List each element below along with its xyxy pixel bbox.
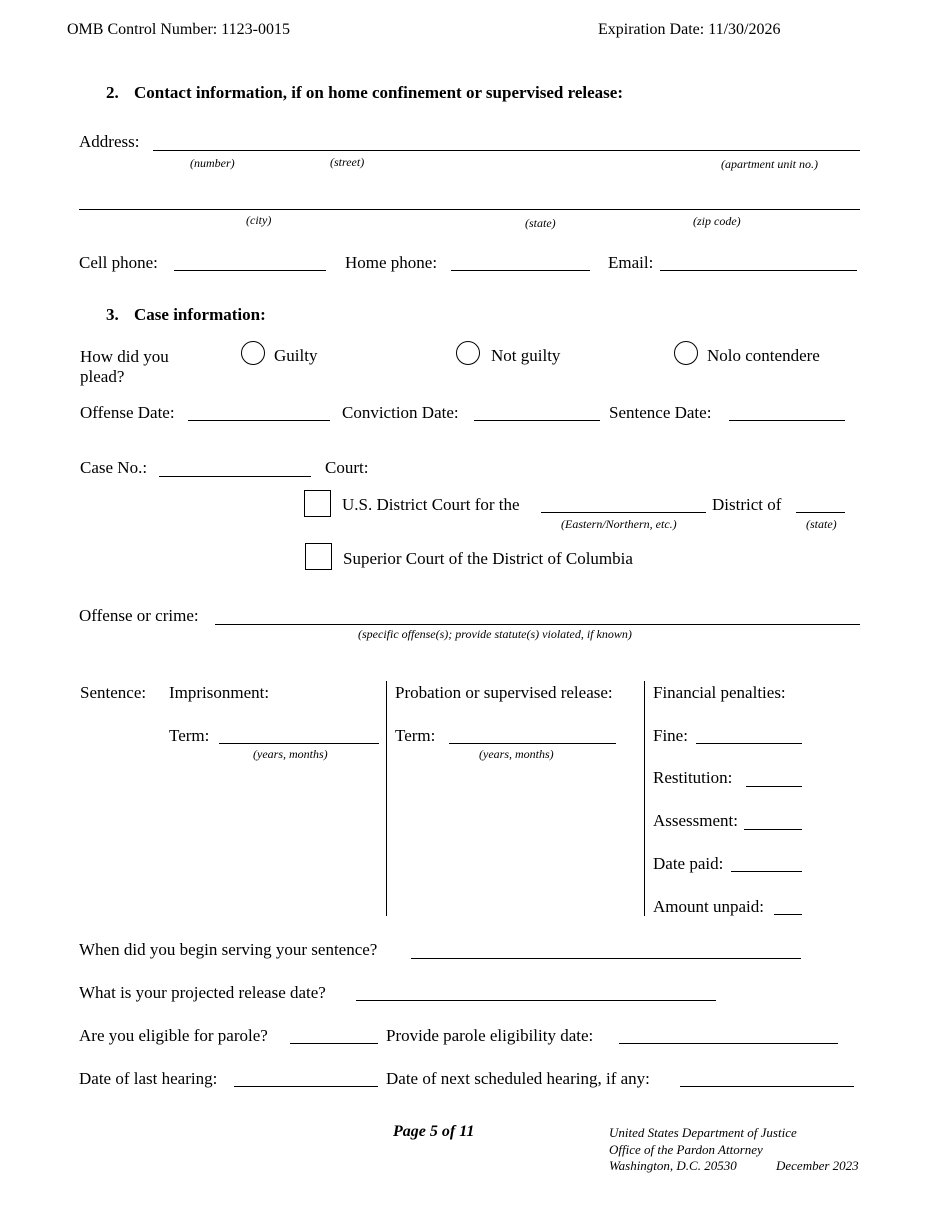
address-city-caption: (city) bbox=[246, 213, 272, 227]
release-date-field[interactable] bbox=[356, 1000, 716, 1001]
section-3-number: 3. bbox=[106, 305, 119, 324]
superior-court-label: Superior Court of the District of Columbia bbox=[343, 549, 633, 568]
parole-date-label: Provide parole eligibility date: bbox=[386, 1026, 594, 1045]
footer-city: Washington, D.C. 20530 bbox=[609, 1158, 737, 1173]
fine-field[interactable] bbox=[696, 743, 802, 744]
offense-crime-field[interactable] bbox=[215, 624, 860, 625]
release-date-label: What is your projected release date? bbox=[79, 983, 326, 1002]
home-phone-label: Home phone: bbox=[345, 253, 438, 272]
address-line-1-field[interactable] bbox=[153, 150, 860, 151]
email-label: Email: bbox=[608, 253, 654, 272]
district-state-field[interactable] bbox=[796, 512, 845, 513]
court-label: Court: bbox=[325, 458, 369, 477]
section-2-title: Contact information, if on home confinement or supervised release: bbox=[134, 83, 624, 102]
begin-serving-field[interactable] bbox=[411, 958, 801, 959]
parole-date-field[interactable] bbox=[619, 1043, 838, 1044]
sentence-date-label: Sentence Date: bbox=[609, 403, 712, 422]
offense-date-field[interactable] bbox=[188, 420, 330, 421]
address-zip-caption: (zip code) bbox=[693, 214, 741, 228]
section-3-title: Case information: bbox=[134, 305, 266, 324]
offense-crime-label: Offense or crime: bbox=[79, 606, 199, 625]
nolo-contendere-radio[interactable] bbox=[674, 341, 698, 365]
not-guilty-radio[interactable] bbox=[456, 341, 480, 365]
offense-date-label: Offense Date: bbox=[80, 403, 175, 422]
omb-control-number: OMB Control Number: 1123-0015 bbox=[67, 21, 290, 38]
last-hearing-label: Date of last hearing: bbox=[79, 1069, 218, 1088]
footer-date: December 2023 bbox=[776, 1158, 859, 1173]
case-number-field[interactable] bbox=[159, 476, 311, 477]
home-phone-field[interactable] bbox=[451, 270, 590, 271]
sentence-divider-2 bbox=[644, 681, 645, 916]
address-number-caption: (number) bbox=[190, 156, 235, 170]
restitution-field[interactable] bbox=[746, 786, 802, 787]
case-number-label: Case No.: bbox=[80, 458, 148, 477]
cell-phone-field[interactable] bbox=[174, 270, 326, 271]
footer-department: United States Department of Justice bbox=[609, 1125, 797, 1140]
district-state-caption: (state) bbox=[806, 517, 837, 531]
imprisonment-term-label: Term: bbox=[169, 726, 210, 745]
plead-question-line-1: How did you bbox=[80, 347, 169, 366]
parole-eligible-field[interactable] bbox=[290, 1043, 378, 1044]
district-direction-caption: (Eastern/Northern, etc.) bbox=[561, 517, 677, 531]
parole-eligible-label: Are you eligible for parole? bbox=[79, 1026, 268, 1045]
offense-crime-caption: (specific offense(s); provide statute(s) violated, if known) bbox=[358, 627, 632, 641]
address-street-caption: (street) bbox=[330, 155, 365, 169]
next-hearing-label: Date of next scheduled hearing, if any: bbox=[386, 1069, 650, 1088]
imprisonment-label: Imprisonment: bbox=[169, 683, 270, 702]
begin-serving-label: When did you begin serving your sentence? bbox=[79, 940, 378, 959]
not-guilty-label: Not guilty bbox=[491, 346, 561, 365]
fine-label: Fine: bbox=[653, 726, 688, 745]
sentence-label: Sentence: bbox=[80, 683, 147, 702]
next-hearing-field[interactable] bbox=[680, 1086, 854, 1087]
guilty-label: Guilty bbox=[274, 346, 318, 365]
date-paid-label: Date paid: bbox=[653, 854, 724, 873]
conviction-date-field[interactable] bbox=[474, 420, 600, 421]
amount-unpaid-field[interactable] bbox=[774, 914, 802, 915]
date-paid-field[interactable] bbox=[731, 871, 802, 872]
guilty-radio[interactable] bbox=[241, 341, 265, 365]
probation-label: Probation or supervised release: bbox=[395, 683, 613, 702]
financial-penalties-label: Financial penalties: bbox=[653, 683, 786, 702]
cell-phone-label: Cell phone: bbox=[79, 253, 158, 272]
address-line-2-field[interactable] bbox=[79, 209, 860, 210]
probation-term-label: Term: bbox=[395, 726, 436, 745]
district-of-label: District of bbox=[712, 495, 782, 514]
imprisonment-term-caption: (years, months) bbox=[253, 747, 328, 761]
address-label: Address: bbox=[79, 132, 140, 151]
expiration-date: Expiration Date: 11/30/2026 bbox=[598, 21, 781, 38]
conviction-date-label: Conviction Date: bbox=[342, 403, 459, 422]
last-hearing-field[interactable] bbox=[234, 1086, 378, 1087]
section-2-number: 2. bbox=[106, 83, 119, 102]
footer-office: Office of the Pardon Attorney bbox=[609, 1142, 763, 1157]
amount-unpaid-label: Amount unpaid: bbox=[653, 897, 764, 916]
nolo-contendere-label: Nolo contendere bbox=[707, 346, 820, 365]
district-direction-field[interactable] bbox=[541, 512, 706, 513]
restitution-label: Restitution: bbox=[653, 768, 733, 787]
sentence-date-field[interactable] bbox=[729, 420, 845, 421]
sentence-divider-1 bbox=[386, 681, 387, 916]
district-court-checkbox[interactable] bbox=[304, 490, 331, 517]
assessment-field[interactable] bbox=[744, 829, 802, 830]
district-court-label: U.S. District Court for the bbox=[342, 495, 520, 514]
page-number: Page 5 of 11 bbox=[393, 1123, 475, 1140]
address-state-caption: (state) bbox=[525, 216, 556, 230]
plead-question-line-2: plead? bbox=[80, 367, 125, 386]
assessment-label: Assessment: bbox=[653, 811, 738, 830]
probation-term-field[interactable] bbox=[449, 743, 616, 744]
probation-term-caption: (years, months) bbox=[479, 747, 554, 761]
email-field[interactable] bbox=[660, 270, 857, 271]
imprisonment-term-field[interactable] bbox=[219, 743, 379, 744]
address-apartment-caption: (apartment unit no.) bbox=[721, 157, 818, 171]
superior-court-checkbox[interactable] bbox=[305, 543, 332, 570]
